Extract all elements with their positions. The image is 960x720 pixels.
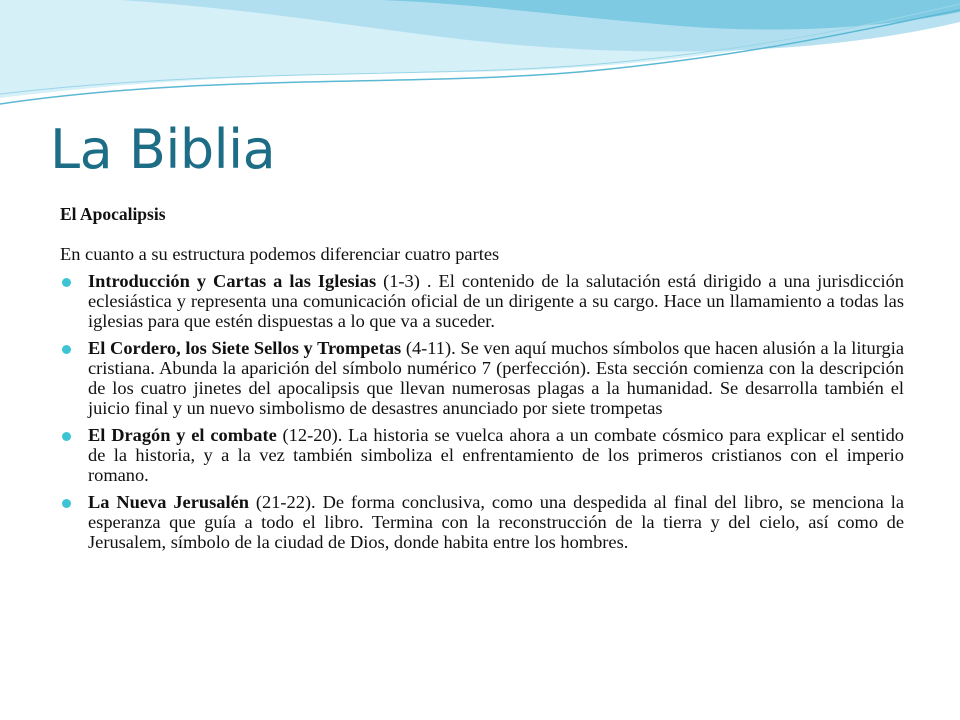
part-heading: Introducción y Cartas a las Iglesias [88, 271, 377, 291]
disc-icon [62, 432, 71, 441]
intro-text: En cuanto a su estructura podemos diferenciar cuatro partes [60, 244, 500, 264]
part-reference: (4-11) [401, 338, 452, 358]
slide-content [60, 204, 904, 559]
list-item [60, 271, 904, 331]
disc-icon [62, 499, 71, 508]
structure-list [60, 271, 904, 552]
list-item [60, 338, 904, 418]
page-title: La Biblia [50, 118, 276, 181]
part-heading: El Dragón y el combate [88, 425, 277, 445]
part-description: . La historia se vuelca ahora a un combate cósmico para explicar el sentido de la historia, y a la vez también simboliza el enfrentamiento de los primeros cristianos con el imperio romano. [88, 425, 904, 485]
part-description: . Se ven aquí muchos símbolos que hacen alusión a la liturgia cristiana. Abunda la aparición del símbolo numérico 7 (perfección). Esta sección comienza con la descripción de los cuatro jinetes del apocalipsis que llevan numerosas plagas a la humanidad. Se desarrolla también el juicio final y un nuevo simbolismo de desastres anunciado por siete trompetas [88, 338, 904, 418]
part-heading: La Nueva Jerusalén [88, 492, 249, 512]
part-description: . De forma conclusiva, como una despedida al final del libro, se menciona la esperanza que guía a todo el libro. Termina con la reconstrucción de la tierra y del cielo, así como de Jerusalem, símbolo de la ciudad de Dios, donde habita entre los hombres. [88, 492, 904, 552]
part-reference: (1-3) [376, 271, 420, 291]
disc-icon [62, 345, 71, 354]
part-description: . El contenido de la salutación está dirigido a una jurisdicción eclesiástica y representa una comunicación oficial de un dirigente a su cargo. Hace un llamamiento a todas las iglesias para que estén dispuestas a lo que va a suceder. [88, 271, 904, 331]
disc-icon [62, 278, 71, 287]
list-item [60, 492, 904, 552]
section-subtitle: El Apocalipsis [60, 204, 166, 224]
part-reference: (12-20) [276, 425, 338, 445]
part-reference: (21-22) [248, 492, 312, 512]
part-heading: El Cordero, los Siete Sellos y Trompetas [88, 338, 402, 358]
header-wave-decoration [0, 0, 960, 110]
list-item [60, 425, 904, 485]
